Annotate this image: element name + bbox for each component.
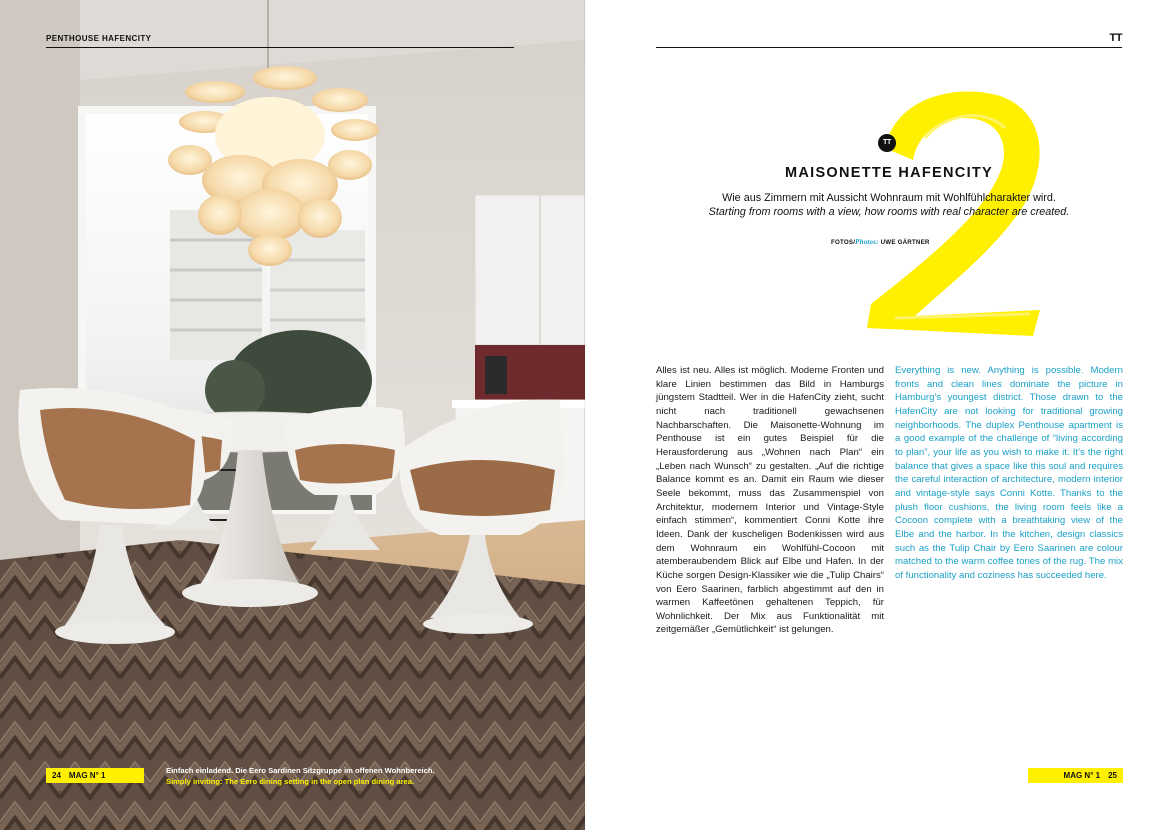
caption-en: Simply inviting: The Eero dining setting in the open plan dining area. bbox=[166, 776, 415, 786]
body-text-en: Everything is new. Anything is possible. Modern fronts and clean lines dominate the picture in Hamburg’s youngest district. Those drawn to the HafenCity are not looking for traditional growing neighborhoods. The duplex Penthouse apartment is a good example of the challenge of “living according to plan”, your life as you wish to make it. It’s the right balance that gives a space like this soul and requires the careful interaction of architecture, modern interior and vintage-style says Conni Kotte. Thanks to the plush floor cushions, the living room feels like a Cocoon complete with a breathtaking view of the Elbe and the harbor. In the kitchen, design classics such as the Tulip Chair by Eero Saarinen are colour matched to the warm coffee tones of the rug. The mix of functionality and coziness has succeeded here. bbox=[895, 365, 1123, 581]
right-page-number: 25 bbox=[1108, 771, 1117, 780]
right-folio bbox=[1028, 768, 1123, 783]
photo-caption bbox=[166, 766, 546, 787]
left-folio-label: MAG N° 1 bbox=[68, 771, 106, 780]
body-text-de: Alles ist neu. Alles ist möglich. Moderne Fronten und klare Linien bestimmen das Bild in Hamburgs jüngstem Stadtteil. Wer in die HafenCity zieht, sucht nicht nach traditionell gewachsenen Nachbarschaften. Die Maisonette-Wohnung im Penthouse ist ein gutes Beispiel für die Herausforderung aus „Wohnen nach Plan“ ein „Leben nach Wunsch“ zu gestalten. „Auf die richtige Balance kommt es an. Damit ein Raum wie dieser Seele bekommt, muss das Zusammenspiel von Architektur, modernem Interior und Vintage-Style einfach stimmen“, kommentiert Conni Kotte ihre Ideen. Dank der kuscheligen Bodenkissen wird aus dem Wohnraum ein Wohlfühl-Cocoon mit atemberaubendem Blick auf Elbe und Hafen. In der Küche sorgen Design-Klassiker wie die „Tulip Chairs“ von Eero Saarinen, farblich abgestimmt auf den in warmen Kaffeetönen gehaltenen Teppich, für Wohnlichkeit. Der Mix aus Funktionalität mit zeitgemäßer „Gemütlichkeit“ ist gelungen. bbox=[656, 365, 884, 636]
spine-gutter bbox=[584, 0, 586, 830]
article-title: MAISONETTE HAFENCITY bbox=[784, 165, 994, 181]
right-running-header bbox=[656, 34, 1122, 48]
left-running-header bbox=[46, 34, 514, 48]
left-header-title: PENTHOUSE HAFENCITY bbox=[46, 34, 152, 43]
credit-label: FOTOS/ bbox=[831, 239, 856, 246]
tt-badge-icon: TT bbox=[878, 134, 896, 152]
right-folio-label: MAG N° 1 bbox=[1063, 771, 1101, 780]
credit-name: UWE GÄRTNER bbox=[880, 239, 930, 246]
left-folio bbox=[46, 768, 144, 783]
right-page bbox=[585, 0, 1170, 830]
article-subtitle-de: Wie aus Zimmern mit Aussicht Wohnraum mit Wohlfühlcharakter wird. bbox=[722, 192, 1056, 204]
caption-de: Einfach einladend. Die Eero Sardinen Sitzgruppe im offenen Wohnbereich. bbox=[166, 766, 435, 775]
credit-photos-label: Photos: bbox=[855, 238, 879, 246]
article-subtitle-en: Starting from rooms with a view, how rooms with real character are created. bbox=[708, 206, 1070, 218]
photo-credit bbox=[831, 238, 930, 246]
left-page-number: 24 bbox=[52, 771, 61, 780]
tt-logo: TT bbox=[1109, 32, 1122, 44]
